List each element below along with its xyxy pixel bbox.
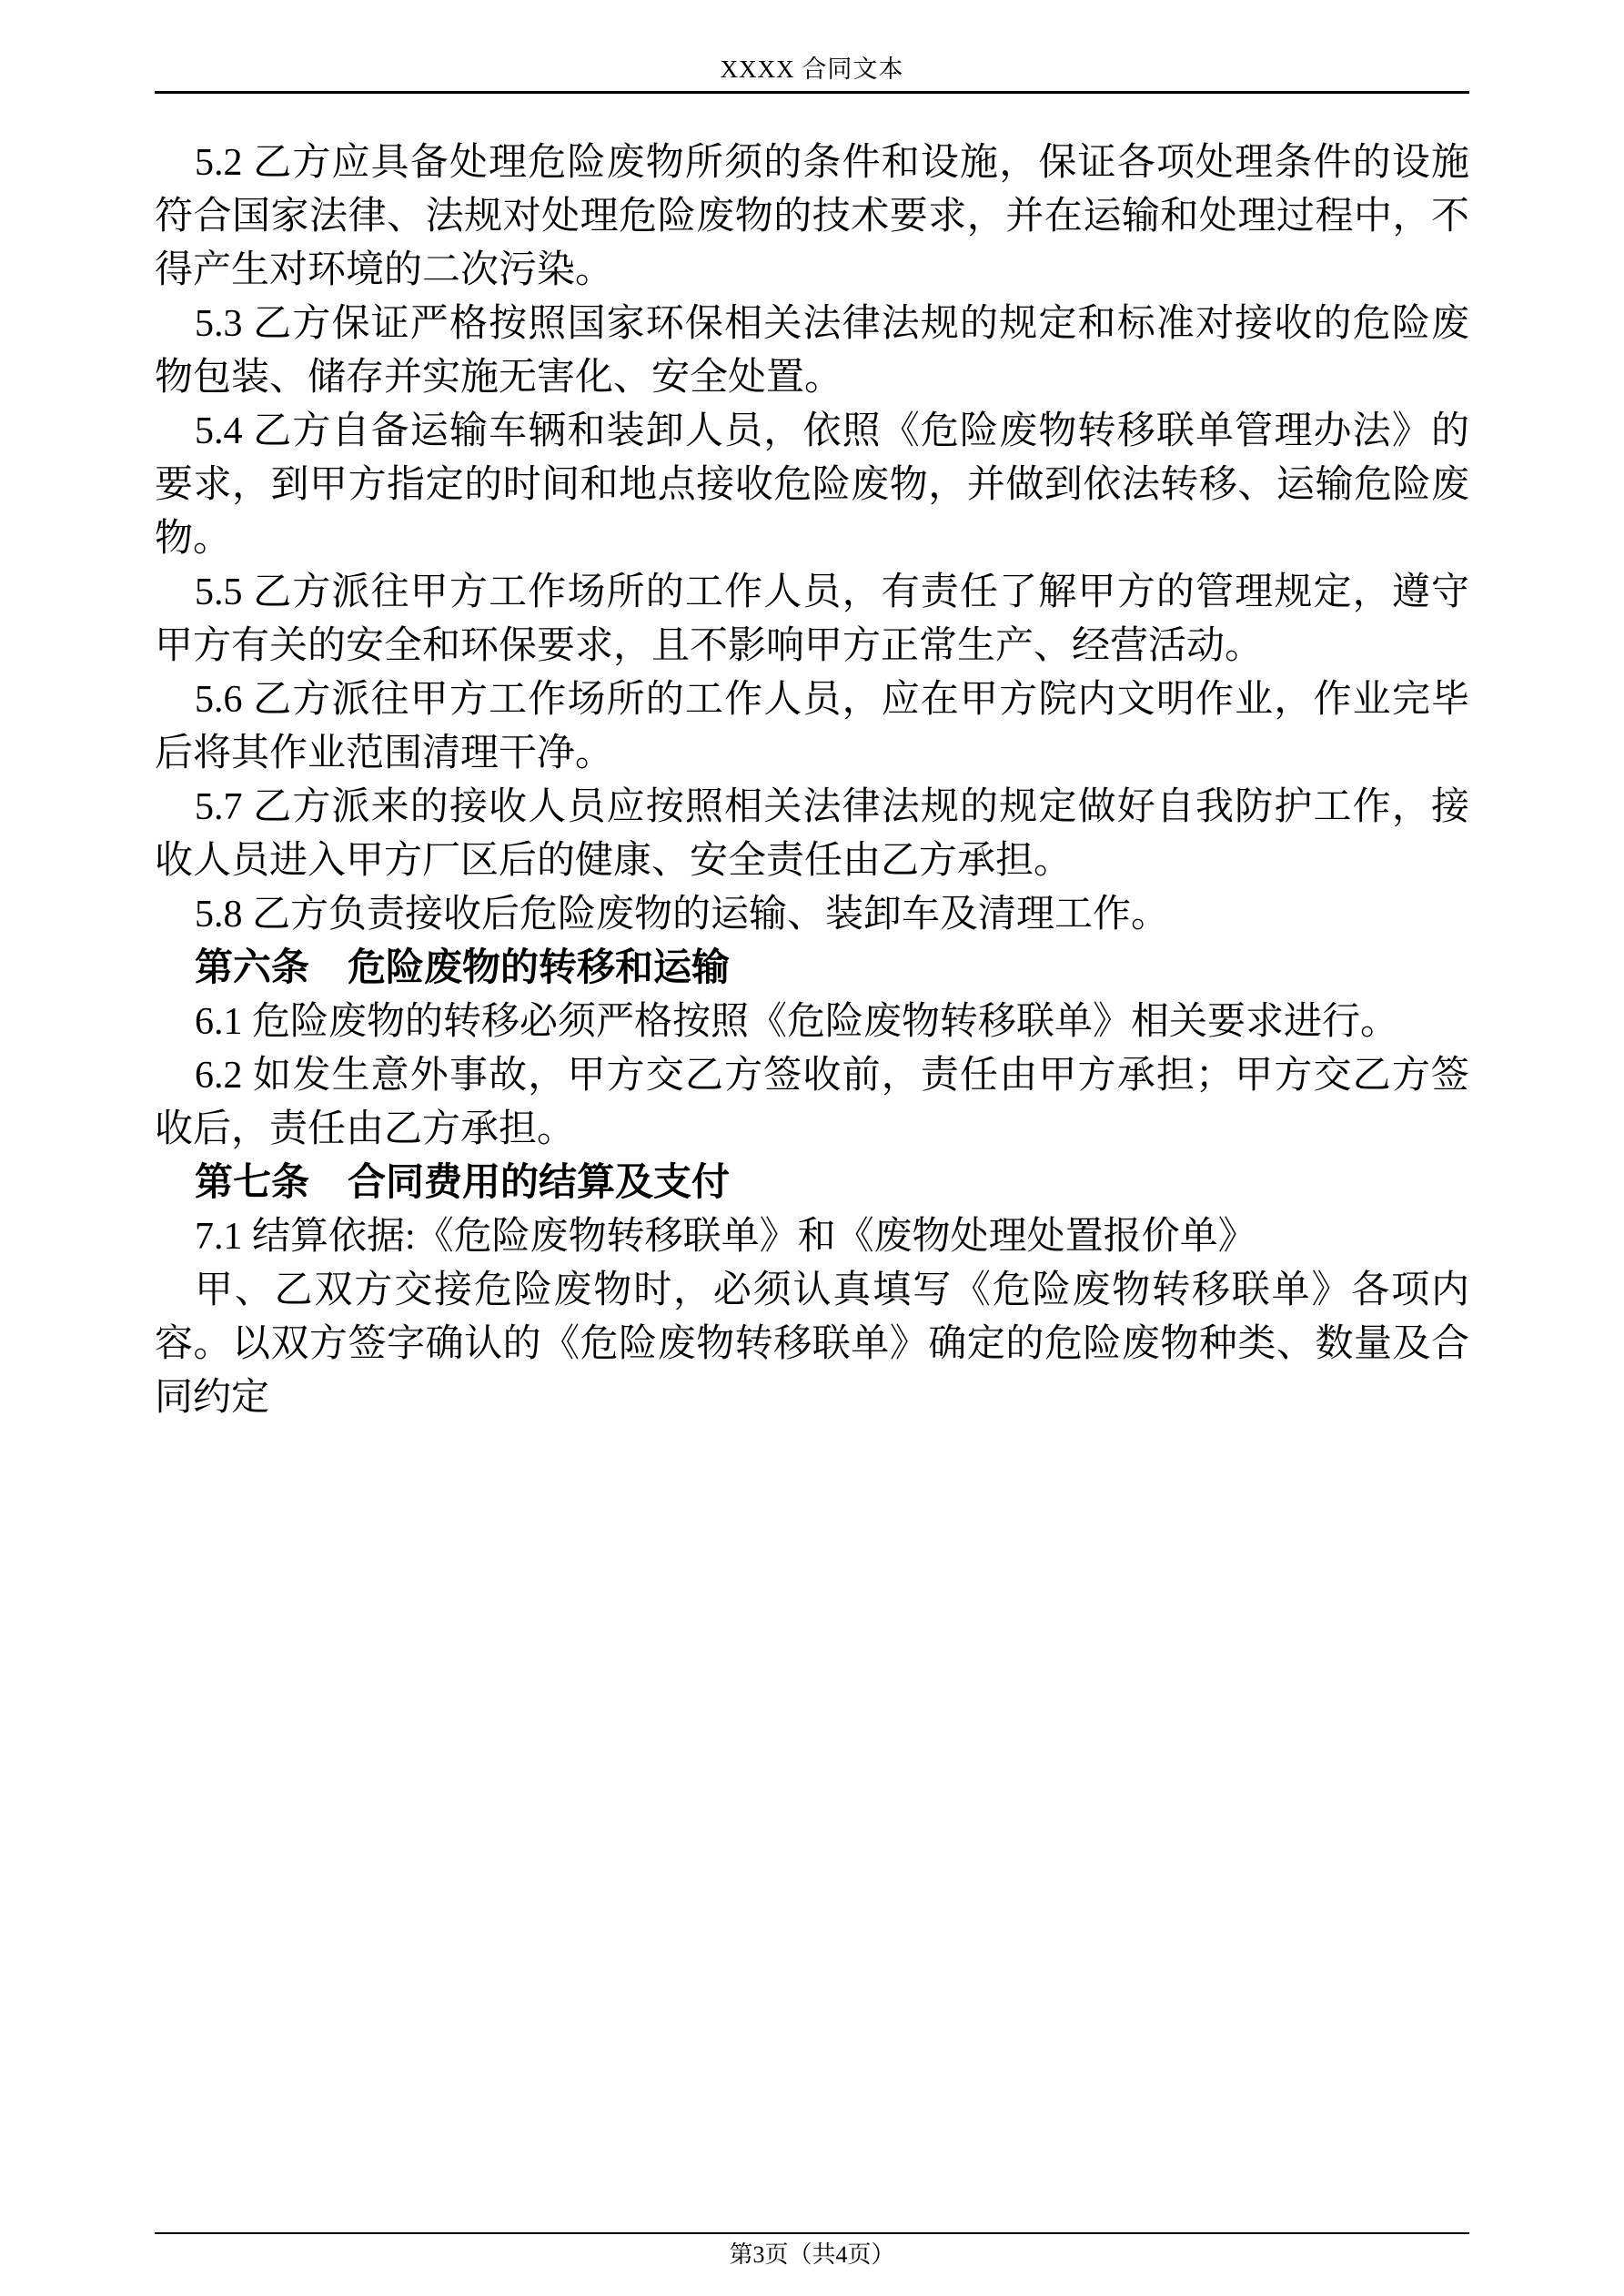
- header-title: XXXX 合同文本: [720, 56, 904, 83]
- page-header: [155, 0, 1469, 94]
- document-body: [155, 137, 1469, 1425]
- paragraph: 7.1 结算依据:《危险废物转移联单》和《废物处理处置报价单》: [195, 1216, 1256, 1258]
- paragraph: 6.1 危险废物的转移必须严格按照《危险废物转移联单》相关要求进行。: [195, 1001, 1399, 1043]
- section-heading: 第七条 合同费用的结算及支付: [195, 1162, 731, 1204]
- page-footer: [155, 2232, 1469, 2267]
- paragraph: 5.3 乙方保证严格按照国家环保相关法律法规的规定和标准对接收的危险废物包装、储存并实施无害化、安全处置。: [155, 303, 1469, 399]
- paragraph: 5.5 乙方派往甲方工作场所的工作人员，有责任了解甲方的管理规定，遵守甲方有关的安全和环保要求，且不影响甲方正常生产、经营活动。: [155, 571, 1469, 667]
- paragraph: 5.7 乙方派来的接收人员应按照相关法律法规的规定做好自我防护工作，接收人员进入甲方厂区后的健康、安全责任由乙方承担。: [155, 786, 1469, 882]
- section-heading: 第六条 危险废物的转移和运输: [195, 947, 731, 989]
- page-number: 第3页（共4页）: [729, 2241, 895, 2268]
- paragraph: 5.2 乙方应具备处理危险废物所须的条件和设施，保证各项处理条件的设施符合国家法律、法规对处理危险废物的技术要求，并在运输和处理过程中，不得产生对环境的二次污染。: [155, 142, 1469, 291]
- paragraph: 甲、乙双方交接危险废物时，必须认真填写《危险废物转移联单》各项内容。以双方签字确认的《危险废物转移联单》确定的危险废物种类、数量及合同约定: [155, 1269, 1469, 1419]
- paragraph: 6.2 如发生意外事故，甲方交乙方签收前，责任由甲方承担；甲方交乙方签收后，责任由乙方承担。: [155, 1055, 1469, 1150]
- paragraph: 5.6 乙方派往甲方工作场所的工作人员，应在甲方院内文明作业，作业完毕后将其作业范围清理干净。: [155, 679, 1469, 774]
- paragraph: 5.4 乙方自备运输车辆和装卸人员，依照《危险废物转移联单管理办法》的要求，到甲方指定的时间和地点接收危险废物，并做到依法转移、运输危险废物。: [155, 410, 1469, 560]
- paragraph: 5.8 乙方负责接收后危险废物的运输、装卸车及清理工作。: [195, 894, 1170, 936]
